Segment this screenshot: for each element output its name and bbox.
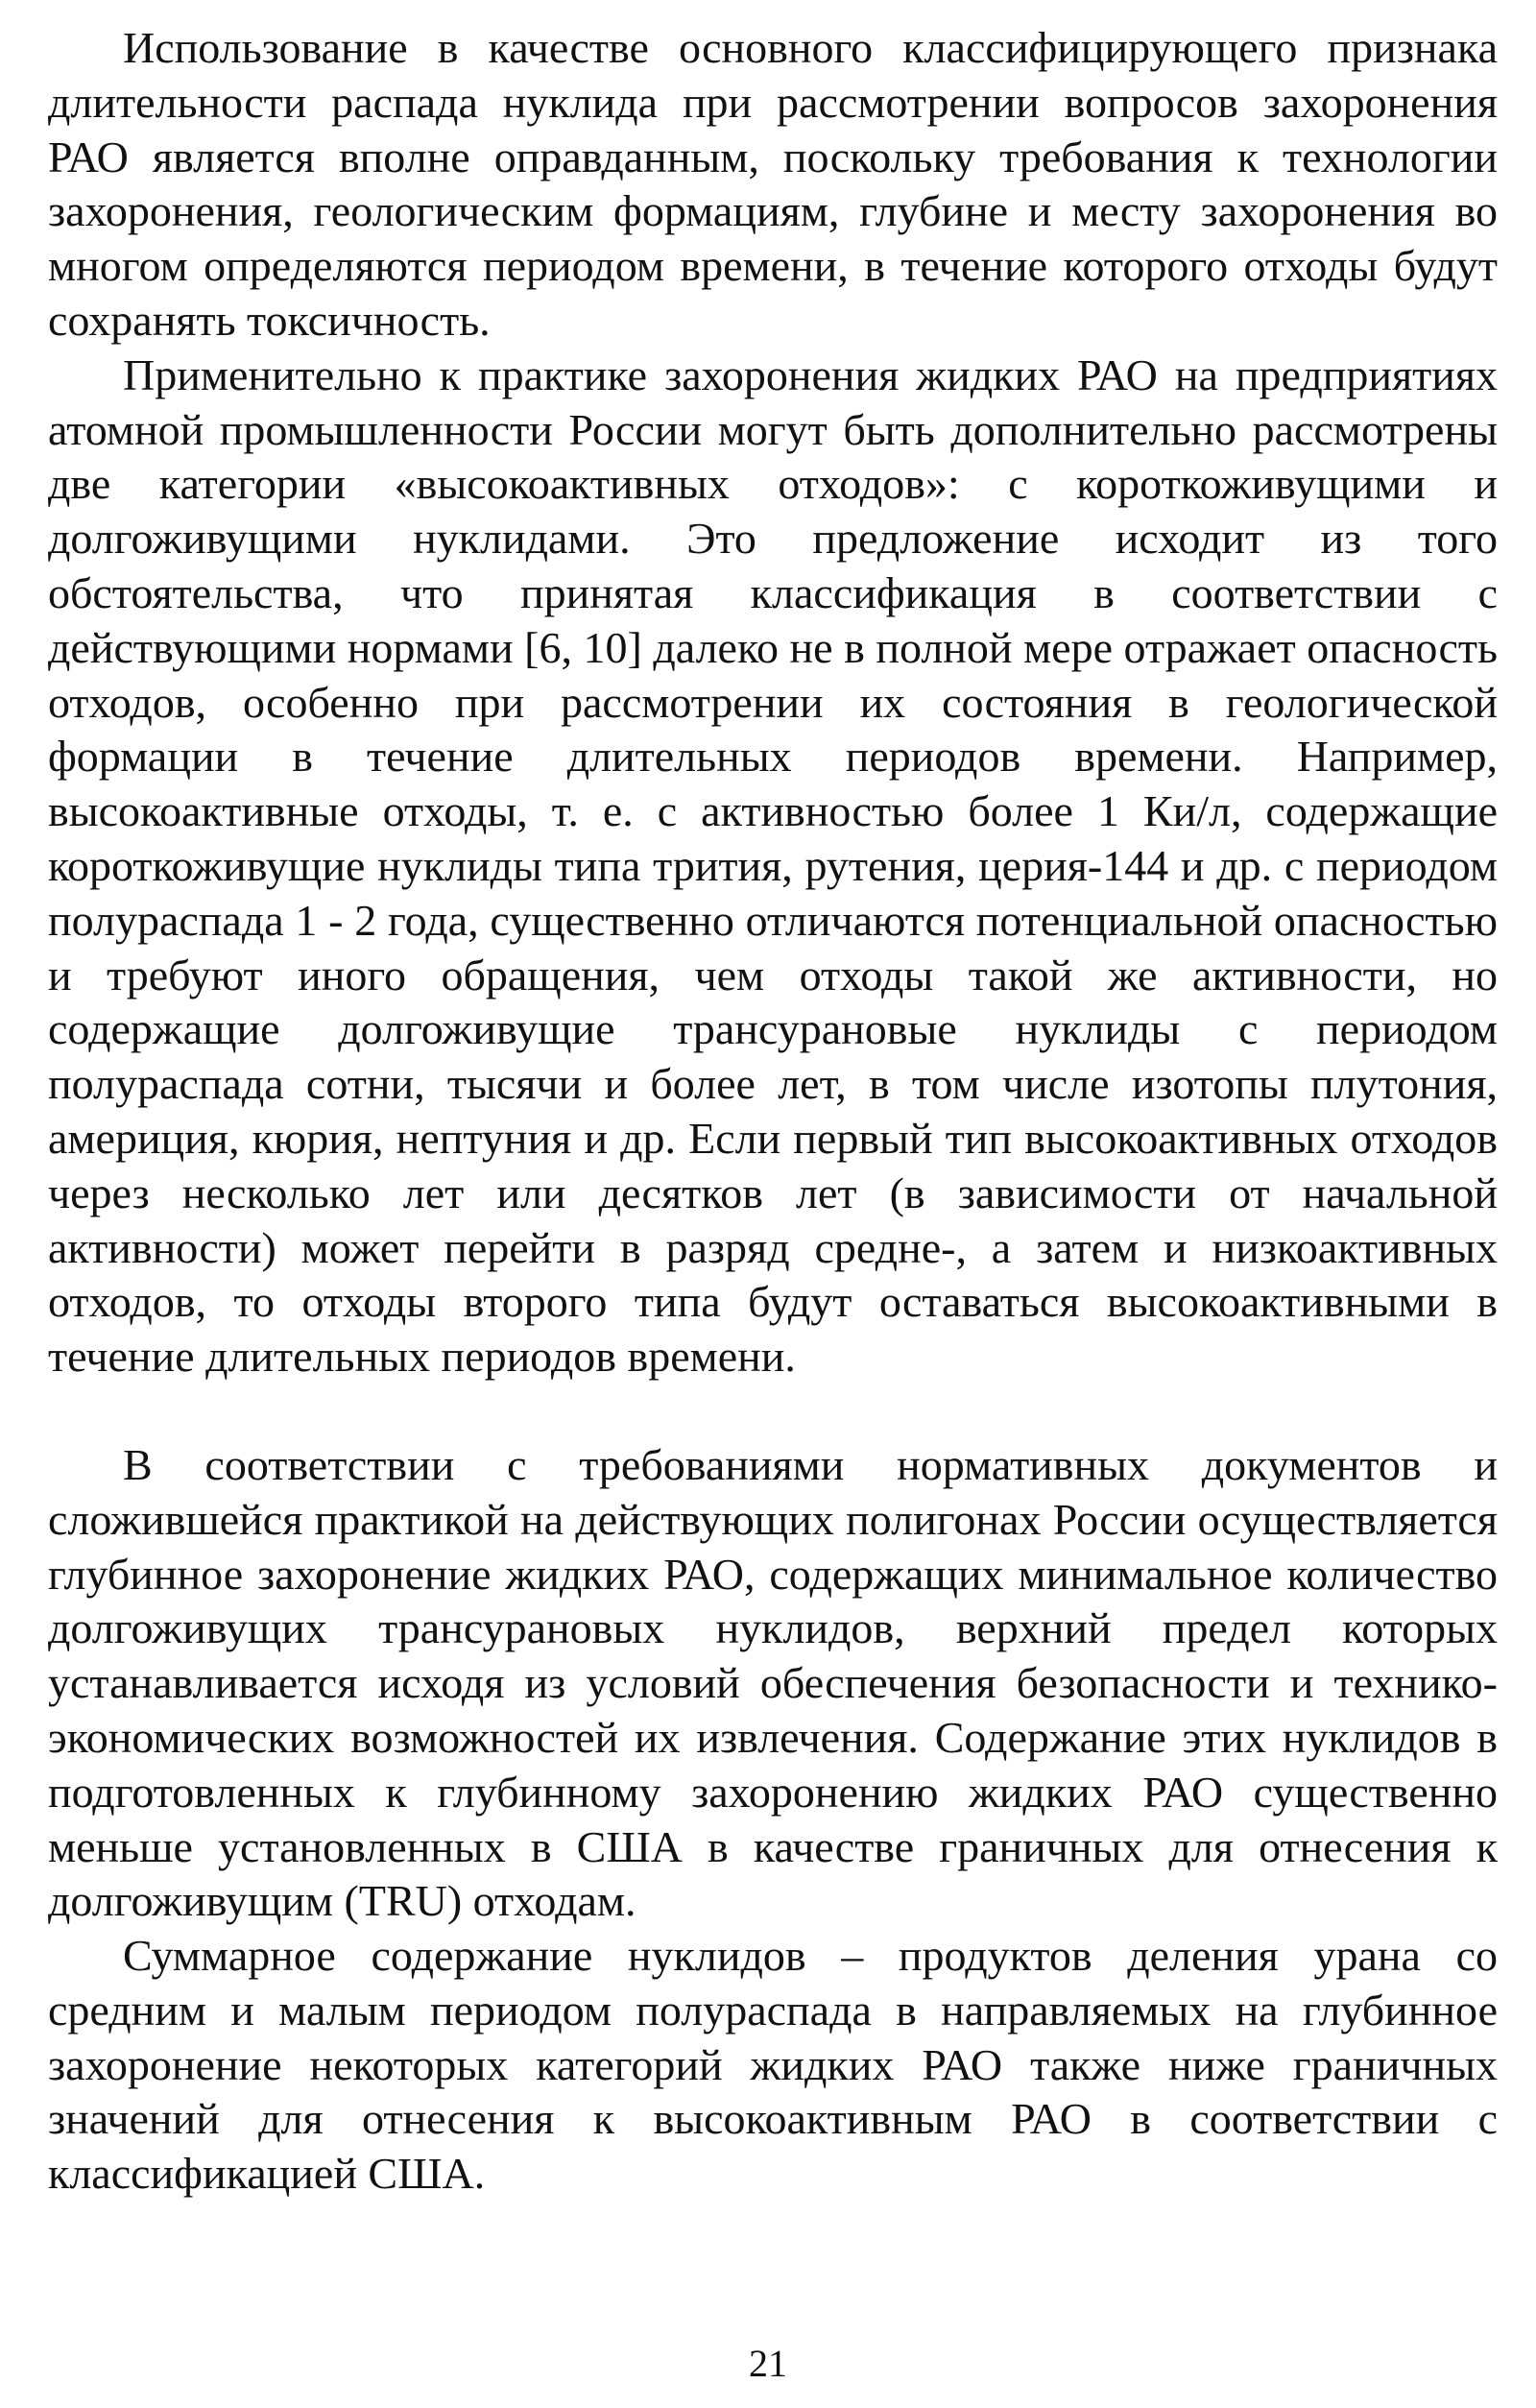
page-number: 21 — [749, 2342, 787, 2385]
paragraph-requirements: В соответствии с требованиями нормативных документов и сложившейся практикой на действующих полигонах России осуществляется глубинное захоронение жидких РАО, содержащих минимальное количество долгоживущих трансурановых нуклидов, верхний предел которых устанавливается исходя из условий обеспечения безопасности и технико-экономических возможностей их извлечения. Содержание этих нуклидов в подготовленных к глубинному захоронению жидких РАО существенно меньше установленных в США в качестве граничных для отнесения к долгоживущим (TRU) отходам. — [48, 1439, 1498, 1926]
paragraph-categories: Применительно к практике захоронения жидких РАО на предприятиях атомной промышленности России могут быть дополнительно рассмотрены две категории «высокоактивных отходов»: с короткоживущими и долгоживущими нуклидами. Это предложение исходит из того обстоятельства, что принятая классификация в соответствии с действующими нормами [6, 10] далеко не в полной мере отражает опасность отходов, особенно при рассмотрении их состояния в геологической формации в течение длительных периодов времени. Например, высокоактивные отходы, т. е. с активностью более 1 Ки/л, содержащие короткоживущие нуклиды типа трития, рутения, церия-144 и др. с периодом полураспада 1 - 2 года, существенно отличаются потенциальной опасностью и требуют иного обращения, чем отходы такой же активности, но содержащие долгоживущие трансурановые нуклиды с периодом полураспада сотни, тысячи и более лет, в том числе изотопы плутония, америция, кюрия, нептуния и др. Если первый тип высокоактивных отходов через несколько лет или десятков лет (в зависимости от начальной активности) может перейти в разряд средне-, а затем и низкоактивных отходов, то отходы второго типа будут оставаться высокоактивными в течение длительных периодов времени. — [48, 349, 1498, 1382]
paragraph-classification: Использование в качестве основного классифицирующего признака длительности распада нуклида при рассмотрении вопросов захоронения РАО является вполне оправданным, поскольку требования к технологии захоронения, геологическим формациям, глубине и месту захоронения во многом определяются периодом времени, в течение которого отходы будут сохранять токсичность. — [48, 23, 1498, 345]
paragraph-fission-products: Суммарное содержание нуклидов – продуктов деления урана со средним и малым периодом полураспада в направляемых на глубинное захоронение некоторых категорий жидких РАО также ниже граничных значений для отнесения к высокоактивным РАО в соответствии с классификацией США. — [48, 1931, 1498, 2199]
body-text — [48, 21, 1498, 2202]
